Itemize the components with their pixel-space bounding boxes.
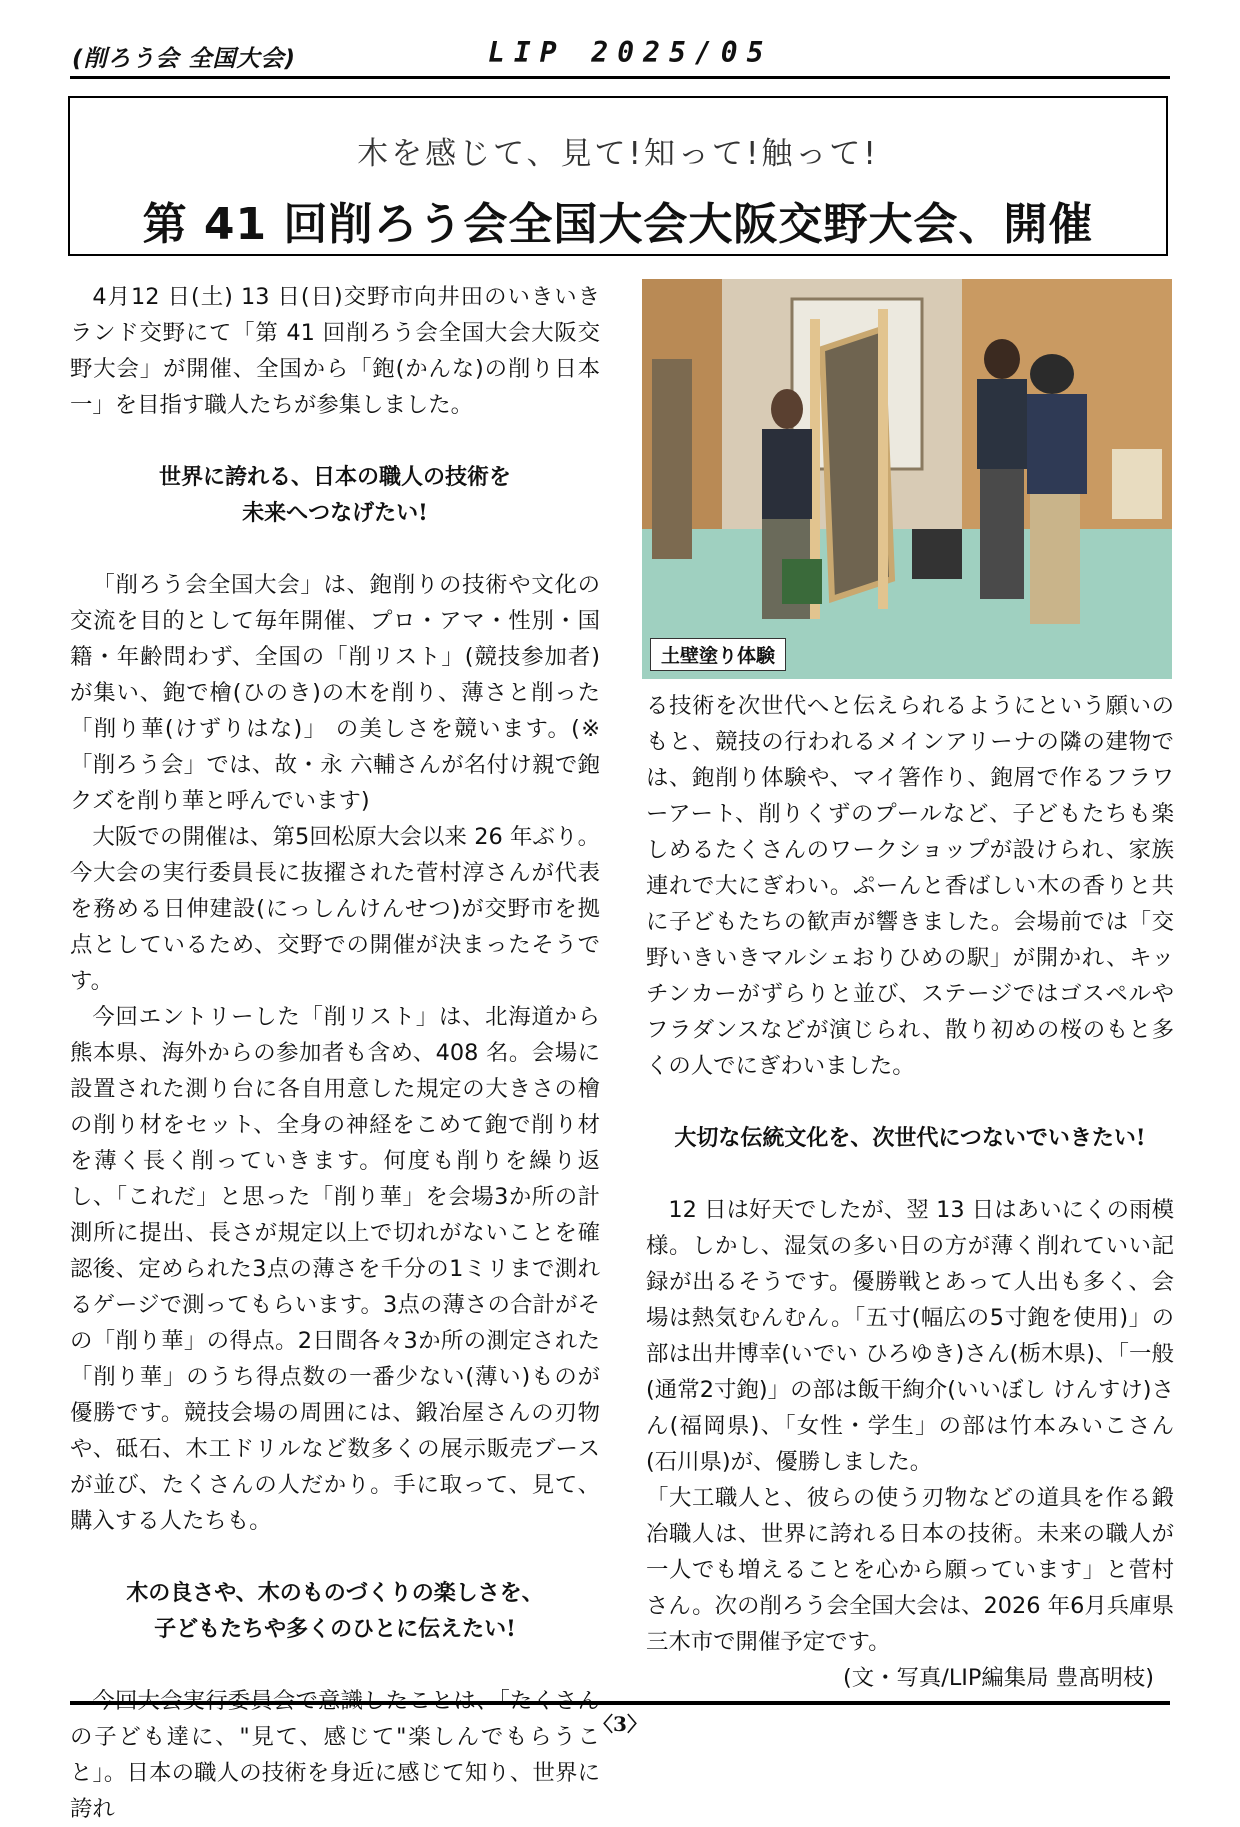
article-paragraph: 「削ろう会全国大会」は、鉋削りの技術や文化の交流を目的として毎年開催、プロ・アマ・性別・国籍・年齢問わず、全国の「削リスト」(競技参加者)が集い、鉋で檜(ひのき)の木を削り、薄さと削った「削り華(けずりはな)」 の美しさを競います。(※「削ろう会」では、故・永 六輔さんが名付け親で鉋クズを削り華と呼んでいます) <box>70 572 600 814</box>
article-paragraph: 「大工職人と、彼らの使う刃物などの道具を作る鍛冶職人は、世界に誇れる日本の技術。未来の職人が一人でも増えることを心から願っています」と菅村さん。次の削ろう会全国大会は、2026 年6月兵庫県三木市で開催予定です。 <box>646 1485 1174 1655</box>
article-paragraph: 大阪での開催は、第5回松原大会以来 26 年ぶり。今大会の実行委員長に抜擢された菅村淳さんが代表を務める日伸建設(にっしんけんせつ)が交野市を拠点としているため、交野での開催が決まったそうです。 <box>70 824 600 994</box>
title-box <box>68 96 1168 256</box>
article-paragraph: の子ども達に、"見て、感じて"楽しんでもらうこと」。日本の職人の技術を身近に感じて知り、世界に誇れ <box>70 1724 600 1822</box>
page-number: 〈3〉 <box>593 1712 647 1736</box>
section-heading-line: 木の良さや、木のものづくりの楽しさを、 <box>126 1580 544 1606</box>
article-subtitle: 木を感じて、見て!知って!触って! <box>357 136 879 172</box>
spacer <box>70 531 600 567</box>
spacer <box>70 423 600 459</box>
article-paragraph: 4月12 日(土) 13 日(日)交野市向井田のいきいきランド交野にて「第 41 回削ろう会全国大会大阪交野大会」が開催、全国から「鉋(かんな)の削り日本一」を目指す職人たちが参集しました。 <box>70 284 600 418</box>
article-paragraph: 12 日は好天でしたが、翌 13 日はあいにくの雨模様。しかし、湿気の多い日の方が薄く削れていい記録が出るそうです。優勝戦とあって人出も多く、会場は熱気むんむん。「五寸(幅広の5寸鉋を使用)」の部は出井博幸(いでい ひろゆき)さん(栃木県)、「一般(通常2寸鉋)」の部は飯干絢介(いいぼし けんすけ)さん(福岡県)、「女性・学生」の部は竹本みいこさん(石川県)が、優勝しました。 <box>646 1197 1174 1475</box>
article-column-right <box>646 688 1174 1696</box>
section-heading <box>70 459 600 531</box>
article-paragraph: 今回エントリーした「削リスト」は、北海道から熊本県、海外からの参加者も含め、408 名。会場に設置された測り台に各自用意した規定の大きさの檜の削り材をセット、全身の神経をこめて鉋で削り材を薄く長く削っていきます。何度も削りを繰り返し、「これだ」と思った「削り華」を会場3か所の計測所に提出、長さが規定以上で切れがないことを確認後、定められた3点の薄さを千分の1ミリまで測れるゲージで測ってもらいます。3点の薄さの合計がその「削り華」の得点。2日間各々3か所の測定された「削り華」のうち得点数の一番少ない(薄い)ものが優勝です。競技会場の周囲には、鍛冶屋さんの刃物や、砥石、木工ドリルなど数多くの展示販売ブースが並び、たくさんの人だかり。手に取って、見て、購入する人たちも。 <box>70 1004 600 1534</box>
article-paragraph: る技術を次世代へと伝えられるようにという願いのもと、競技の行われるメインアリーナの隣の建物では、鉋削り体験や、マイ箸作り、鉋屑で作るフラワーアート、削りくずのプールなど、子どもたちも楽しめるたくさんのワークショップが設けられ、家族連れで大にぎわい。ぷーんと香ばしい木の香りと共に子どもたちの歓声が響きました。会場前では「交野いきいきマルシェおりひめの駅」が開かれ、キッチンカーがずらりと並び、ステージではゴスペルやフラダンスなどが演じられ、散り初めの桜のもと多くの人でにぎわいました。 <box>646 693 1174 1079</box>
byline: (文・写真/LIP編集局 豊髙明枝) <box>842 1665 1154 1691</box>
spacer <box>70 1539 600 1575</box>
section-heading-line: 大切な伝統文化を、次世代につないでいきたい! <box>674 1125 1146 1151</box>
section-label: (削ろう会 全国大会) <box>72 46 297 72</box>
photo-illustration <box>642 279 1172 679</box>
section-heading-line: 子どもたちや多くのひとに伝えたい! <box>154 1616 516 1642</box>
issue-label: LIP 2025/05 <box>488 36 773 69</box>
spacer <box>646 1084 1174 1120</box>
article-column-left <box>70 279 600 1827</box>
spacer <box>70 1647 600 1683</box>
section-heading-line: 未来へつなげたい! <box>242 500 428 526</box>
section-heading <box>646 1120 1174 1156</box>
spacer <box>646 1156 1174 1192</box>
footer-rule <box>70 1701 1170 1705</box>
header-rule <box>70 76 1170 79</box>
article-title: 第 41 回削ろう会全国大会大阪交野大会、開催 <box>142 199 1094 250</box>
photo-caption: 土壁塗り体験 <box>650 638 786 671</box>
section-heading <box>70 1575 600 1647</box>
event-photo <box>642 279 1172 679</box>
section-heading-line: 世界に誇れる、日本の職人の技術を <box>158 464 511 490</box>
